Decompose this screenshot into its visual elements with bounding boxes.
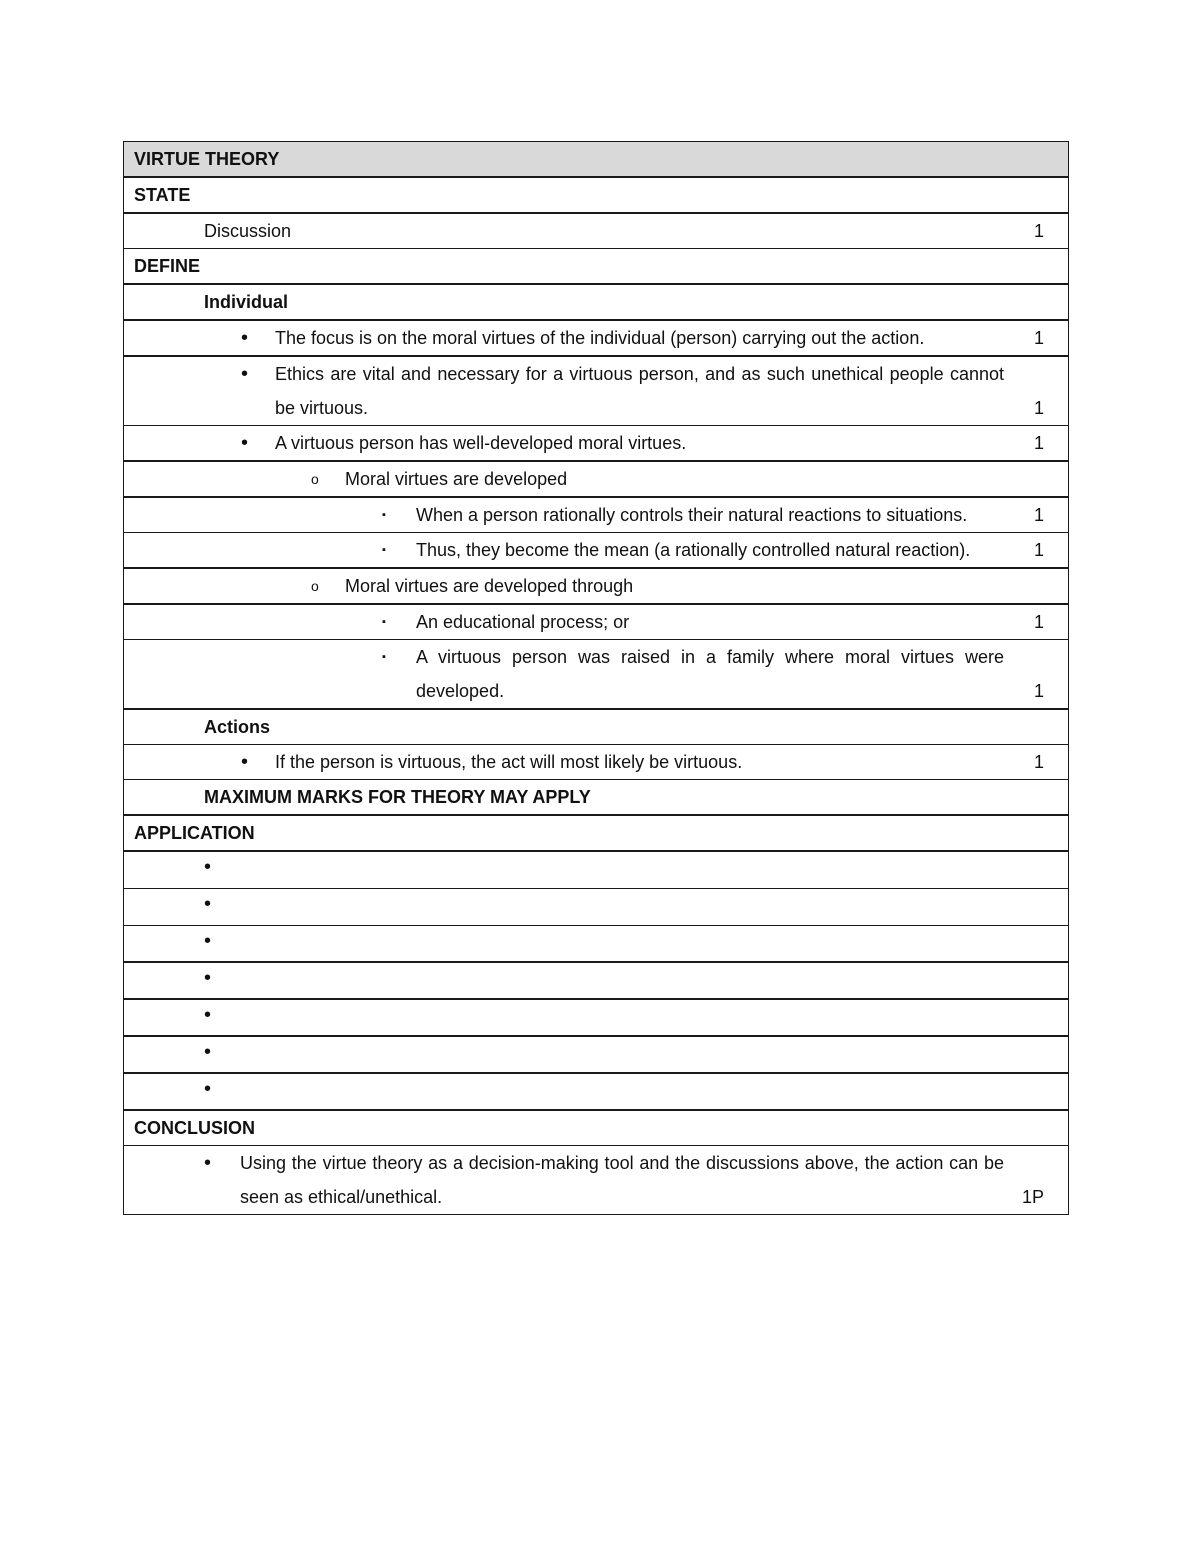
list-item-text: Moral virtues are developed (345, 469, 568, 489)
actions-heading: Actions (204, 717, 271, 737)
list-item-text: If the person is virtuous, the act will most likely be virtuous. (275, 752, 743, 772)
list-item-text: A virtuous person was raised in a family where moral virtues were developed. (416, 647, 1004, 701)
list-item-text: A virtuous person has well-developed moral virtues. (275, 433, 687, 453)
bullet-disc-icon: • (204, 1004, 212, 1026)
define-heading-row (124, 249, 1068, 285)
application-row (124, 852, 1068, 889)
mark-value: 1 (1033, 505, 1044, 525)
list-item (124, 357, 1068, 426)
list-item (124, 426, 1068, 462)
list-item-text: The focus is on the moral virtues of the individual (person) carrying out the action. (275, 328, 925, 348)
max-marks-row (124, 780, 1068, 816)
application-heading: APPLICATION (134, 823, 255, 843)
individual-heading: Individual (204, 292, 289, 312)
bullet-square-icon: ▪ (382, 651, 386, 663)
list-item (124, 498, 1068, 533)
rubric-title-row (124, 142, 1068, 178)
state-heading-row (124, 178, 1068, 214)
conclusion-text: Using the virtue theory as a decision-making tool and the discussions above, the action can be seen as ethical/unethical. (240, 1153, 1004, 1207)
individual-heading-row (124, 285, 1068, 321)
application-row (124, 1037, 1068, 1074)
bullet-square-icon: ▪ (382, 509, 386, 521)
mark-value: 1 (1033, 433, 1044, 453)
application-row (124, 926, 1068, 963)
bullet-square-icon: ▪ (382, 544, 386, 556)
bullet-square-icon: ▪ (382, 616, 386, 628)
application-row (124, 1074, 1068, 1111)
list-item (124, 321, 1068, 357)
application-row (124, 1000, 1068, 1037)
list-item (124, 533, 1068, 569)
list-item (124, 745, 1068, 780)
list-item-text: Ethics are vital and necessary for a virtuous person, and as such unethical people cannot be virtuous. (275, 364, 1004, 418)
bullet-disc-icon: • (204, 1078, 212, 1100)
bullet-disc-icon: • (204, 1152, 212, 1174)
marking-rubric-table (123, 141, 1069, 1215)
rubric-title: VIRTUE THEORY (134, 149, 280, 169)
list-item-text: When a person rationally controls their natural reactions to situations. (416, 505, 968, 525)
bullet-circle-icon: o (311, 471, 319, 487)
list-item (124, 605, 1068, 640)
bullet-disc-icon: • (241, 432, 249, 454)
mark-value: 1 (1033, 752, 1044, 772)
bullet-disc-icon: • (241, 751, 249, 773)
application-heading-row (124, 816, 1068, 852)
mark-value: 1P (1021, 1187, 1044, 1207)
bullet-circle-icon: o (311, 578, 319, 594)
application-row (124, 963, 1068, 1000)
state-item-text: Discussion (204, 221, 292, 241)
mark-value: 1 (1033, 328, 1044, 348)
conclusion-heading-row (124, 1111, 1068, 1146)
bullet-disc-icon: • (204, 893, 212, 915)
mark-value: 1 (1033, 221, 1044, 241)
bullet-disc-icon: • (204, 856, 212, 878)
state-item-row (124, 214, 1068, 249)
bullet-disc-icon: • (204, 967, 212, 989)
state-heading: STATE (134, 185, 191, 205)
list-item (124, 569, 1068, 605)
mark-value: 1 (1033, 540, 1044, 560)
list-item (124, 640, 1068, 710)
max-marks-note: MAXIMUM MARKS FOR THEORY MAY APPLY (204, 787, 591, 807)
list-item-text: Moral virtues are developed through (345, 576, 634, 596)
list-item-text: An educational process; or (416, 612, 630, 632)
mark-value: 1 (1033, 612, 1044, 632)
define-heading: DEFINE (134, 256, 201, 276)
actions-heading-row (124, 710, 1068, 745)
list-item-text: Thus, they become the mean (a rationally controlled natural reaction). (416, 540, 971, 560)
conclusion-row (124, 1146, 1068, 1214)
mark-value: 1 (1033, 398, 1044, 418)
mark-value: 1 (1033, 681, 1044, 701)
application-row (124, 889, 1068, 926)
bullet-disc-icon: • (241, 363, 249, 385)
bullet-disc-icon: • (204, 1041, 212, 1063)
bullet-disc-icon: • (204, 930, 212, 952)
conclusion-heading: CONCLUSION (134, 1118, 255, 1138)
bullet-disc-icon: • (241, 327, 249, 349)
list-item (124, 462, 1068, 498)
